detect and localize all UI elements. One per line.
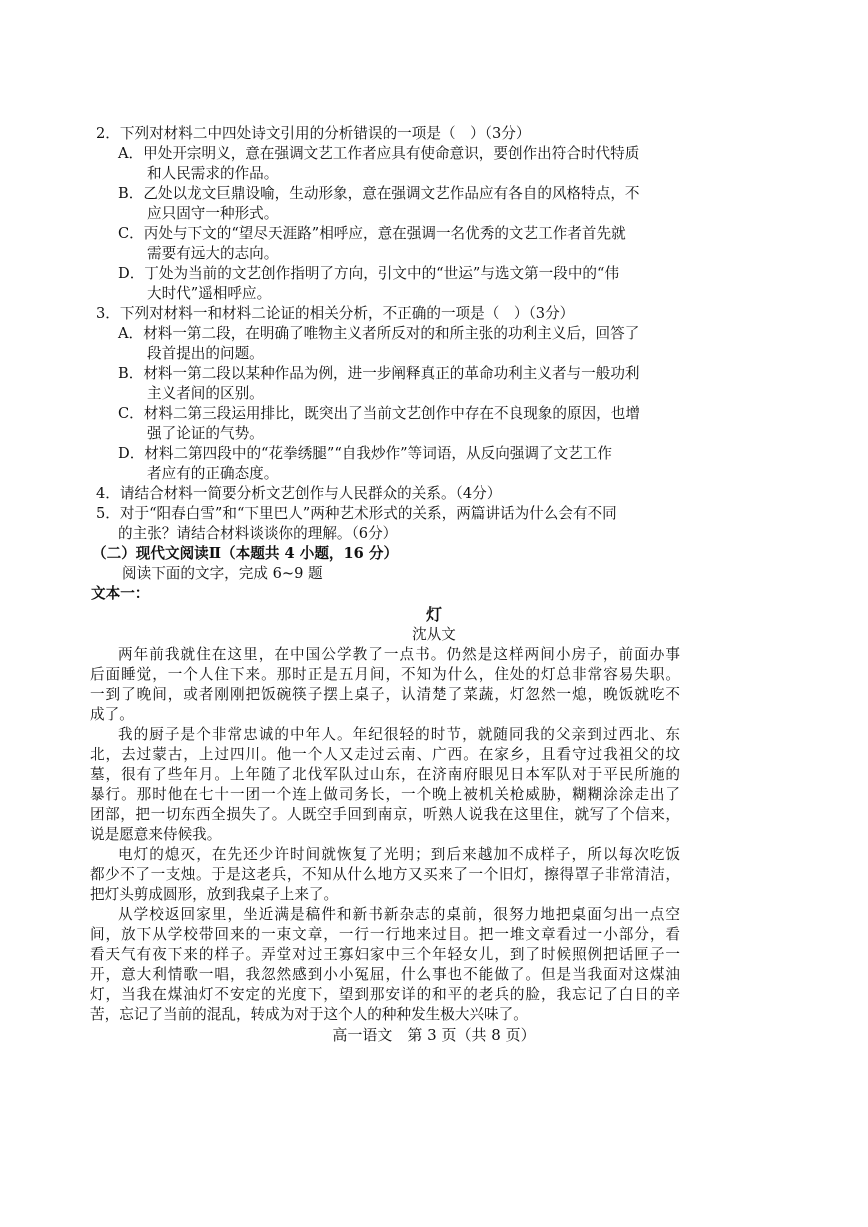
paragraph-line: 从学校返回家里，坐近满是稿件和新书新杂志的桌前，很努力地把桌面匀出一点空 [118,906,680,923]
paragraph-line: 我的厨子是个非常忠诚的中年人。年纪很轻的时节，就随同我的父亲到过西北、东 [118,726,680,743]
text-label: 文本一： [91,585,150,602]
paragraph-line: 北，去过蒙古，上过四川。他一个人又走过云南、广西。在家乡，且看守过我祖父的坟 [90,746,680,763]
section-heading: （二）现代文阅读Ⅱ（本题共 4 小题，16 分） [92,545,399,562]
instruction: 阅读下面的文字，完成 6~9 题 [122,565,323,582]
option-line: 者应有的正确态度。 [147,465,279,482]
paragraph-line: 看天气有夜下来的样子。弄堂对过王寡妇家中三个年轻女儿，到了时候照例把话匣子一 [90,946,680,963]
question-5: 5．对于“阳春白雪”和“下里巴人”两种艺术形式的关系，两篇讲话为什么会有不同 [96,505,617,522]
page-footer: 高一语文 第 3 页（共 8 页） [332,1026,536,1044]
paragraph-line: 一到了晚间，或者刚刚把饭碗筷子摆上桌子，认清楚了菜蔬，灯忽然一熄，晚饭就吃不 [90,686,680,703]
option-line: 主义者间的区别。 [147,385,264,402]
paragraph-line: 后面睡觉，一个人住下来。那时正是五月间，不知为什么，住处的灯总非常容易失职。 [90,666,680,683]
option-line: D．丁处为当前的文艺创作指明了方向，引文中的“世运”与选文第一段中的“伟 [118,265,620,282]
option-line: D．材料二第四段中的“花拳绣腿”“自我炒作”等词语，从反向强调了文艺工作 [118,445,612,462]
paragraph-line: 开，意大利情歌一唱，我忽然感到小小冤屈，什么事也不能做了。但是当我面对这煤油 [90,966,680,983]
paragraph-line: 团部，把一切东西全损失了。人既空手回到南京，听熟人说我在这里住，就写了个信来， [90,806,680,823]
paragraph-line: 把灯头剪成圆形，放到我桌子上来了。 [90,886,339,903]
option-line: 应只固守一种形式。 [147,205,279,222]
question-3: 3．下列对材料一和材料二论证的相关分析，不正确的一项是（ ）（3分） [96,305,575,322]
option-line: C．丙处与下文的“望尽天涯路”相呼应，意在强调一名优秀的文艺工作者首先就 [118,225,626,242]
paragraph-line: 间，放下从学校带回来的一束文章，一行一行地来过目。把一堆文章看过一小部分，看 [90,926,680,943]
paragraph-line: 电灯的熄灭，在先还少许时间就恢复了光明；到后来越加不成样子，所以每次吃饭 [118,846,680,863]
option-line: C．材料二第三段运用排比，既突出了当前文艺创作中存在不良现象的原因，也增 [118,405,640,422]
paragraph-line: 成了。 [90,706,134,723]
option-line: A．材料一第二段，在明确了唯物主义者所反对的和所主张的功利主义后，回答了 [118,325,640,342]
option-line: 段首提出的问题。 [147,345,264,362]
paragraph-line: 灯，当我在煤油灯不安定的光度下，望到那安详的和平的老兵的脸，我忘记了白日的辛 [90,986,680,1003]
option-line: 需要有远大的志向。 [147,245,279,262]
option-line: 和人民需求的作品。 [147,165,279,182]
paragraph-line: 都少不了一支烛。于是这老兵，不知从什么地方又买来了一个旧灯，擦得罩子非常清洁， [90,866,680,883]
paragraph-line: 暴行。那时他在七十一团一个连上做司务长，一个晚上被机关枪威胁，糊糊涂涂走出了 [90,786,680,803]
paragraph-line: 两年前我就住在这里，在中国公学教了一点书。仍然是这样两间小房子，前面办事 [118,646,680,663]
paragraph-line: 苦，忘记了当前的混乱，转成为对于这个人的种种发生极大兴味了。 [90,1006,528,1023]
question-2: 2．下列对材料二中四处诗文引用的分析错误的一项是（ ）（3分） [96,125,531,142]
option-line: 强了论证的气势。 [147,425,264,442]
option-line: A．甲处开宗明义，意在强调文艺工作者应具有使命意识，要创作出符合时代特质 [118,145,640,162]
option-line: B．乙处以龙文巨鼎设喻，生动形象，意在强调文艺作品应有各自的风格特点，不 [118,185,640,202]
article-title: 灯 [425,605,442,624]
article-author: 沈从文 [412,626,456,643]
question-4: 4．请结合材料一简要分析文艺创作与人民群众的关系。（4分） [96,485,502,502]
paragraph-line: 说是愿意来侍候我。 [90,826,222,843]
option-line: B．材料一第二段以某种作品为例，进一步阐释真正的革命功利主义者与一般功利 [118,365,640,382]
option-line: 大时代”遥相呼应。 [147,285,272,302]
paragraph-line: 墓，很有了些年月。上年随了北伐军队过山东，在济南府眼见日本军队对于平民所施的 [90,766,680,783]
question-5-cont: 的主张？请结合材料谈谈你的理解。（6分） [118,525,398,542]
